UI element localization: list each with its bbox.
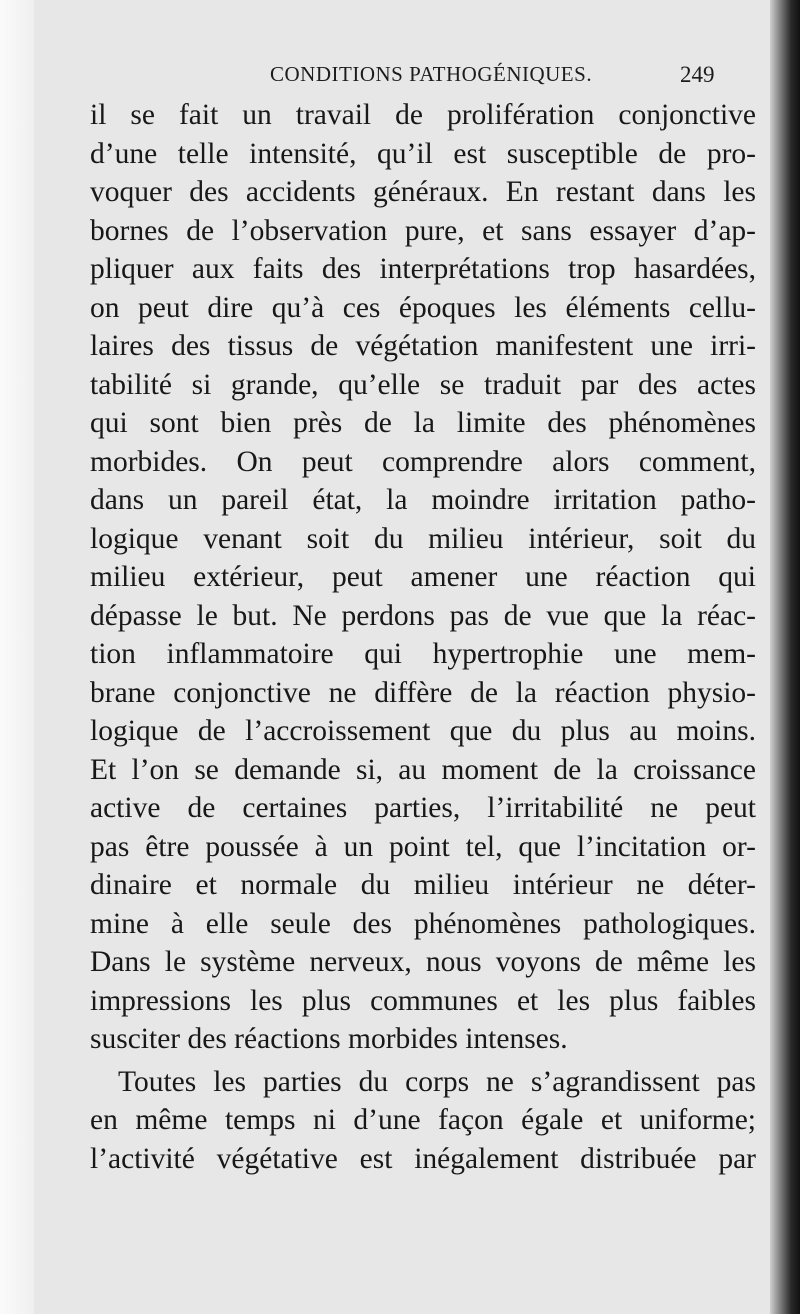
text-line: dans un pareil état, la moindre irritation patho-	[90, 484, 756, 516]
text-line: pliquer aux faits des interprétations trop hasardées,	[90, 253, 756, 285]
text-line: il se fait un travail de prolifération conjonctive	[90, 99, 756, 131]
text-line: en même temps ni d’une façon égale et uniforme;	[90, 1104, 756, 1136]
text-line: qui sont bien près de la limite des phénomènes	[90, 407, 756, 439]
paragraph	[90, 96, 756, 1059]
text-line: logique venant soit du milieu intérieur, soit du	[90, 522, 756, 555]
text-line: mine à elle seule des phénomènes pathologiques.	[90, 907, 756, 940]
text-line: active de certaines parties, l’irritabilité ne peut	[90, 792, 756, 824]
text-line: Toutes les parties du corps ne s’agrandissent pas	[118, 1065, 756, 1098]
text-line: voquer des accidents généraux. En restant dans les	[90, 176, 756, 208]
text-line: tabilité si grande, qu’elle se traduit par des actes	[90, 368, 756, 401]
text-line: pas être poussée à un point tel, que l’incitation or-	[90, 830, 756, 863]
text-line: milieu extérieur, peut amener une réaction qui	[90, 561, 756, 593]
text-line: bornes de l’observation pure, et sans essayer d’ap-	[90, 214, 756, 247]
text-line: Dans le système nerveux, nous voyons de même les	[90, 946, 756, 978]
book-page	[34, 0, 770, 1314]
text-line: susciter des réactions morbides intenses.	[90, 1023, 568, 1055]
scan-margin-right	[770, 0, 800, 1314]
text-line: laires des tissus de végétation manifestent une irri-	[90, 330, 756, 362]
text-line: on peut dire qu’à ces époques les éléments cellu-	[90, 291, 756, 324]
running-title: CONDITIONS PATHOGÉNIQUES.	[270, 62, 593, 86]
text-line: impressions les plus communes et les plus faibles	[90, 984, 756, 1017]
text-line: tion inflammatoire qui hypertrophie une mem-	[90, 638, 756, 670]
text-line: morbides. On peut comprendre alors comment,	[90, 445, 756, 478]
text-line: d’une telle intensité, qu’il est susceptible de pro-	[90, 137, 756, 170]
text-line: Et l’on se demande si, au moment de la croissance	[90, 753, 756, 786]
body-text	[90, 96, 756, 1178]
text-line: dépasse le but. Ne perdons pas de vue que la réac-	[90, 599, 756, 632]
text-line: l’activité végétative est inégalement distribuée par	[90, 1142, 756, 1175]
text-line: logique de l’accroissement que du plus au moins.	[90, 715, 756, 747]
text-line: brane conjonctive ne diffère de la réaction physio-	[90, 676, 756, 709]
scan-margin-left	[0, 0, 34, 1314]
page-number: 249	[680, 62, 715, 87]
running-head	[34, 58, 770, 90]
paragraph	[90, 1063, 756, 1179]
text-line: dinaire et normale du milieu intérieur ne déter-	[90, 869, 756, 901]
